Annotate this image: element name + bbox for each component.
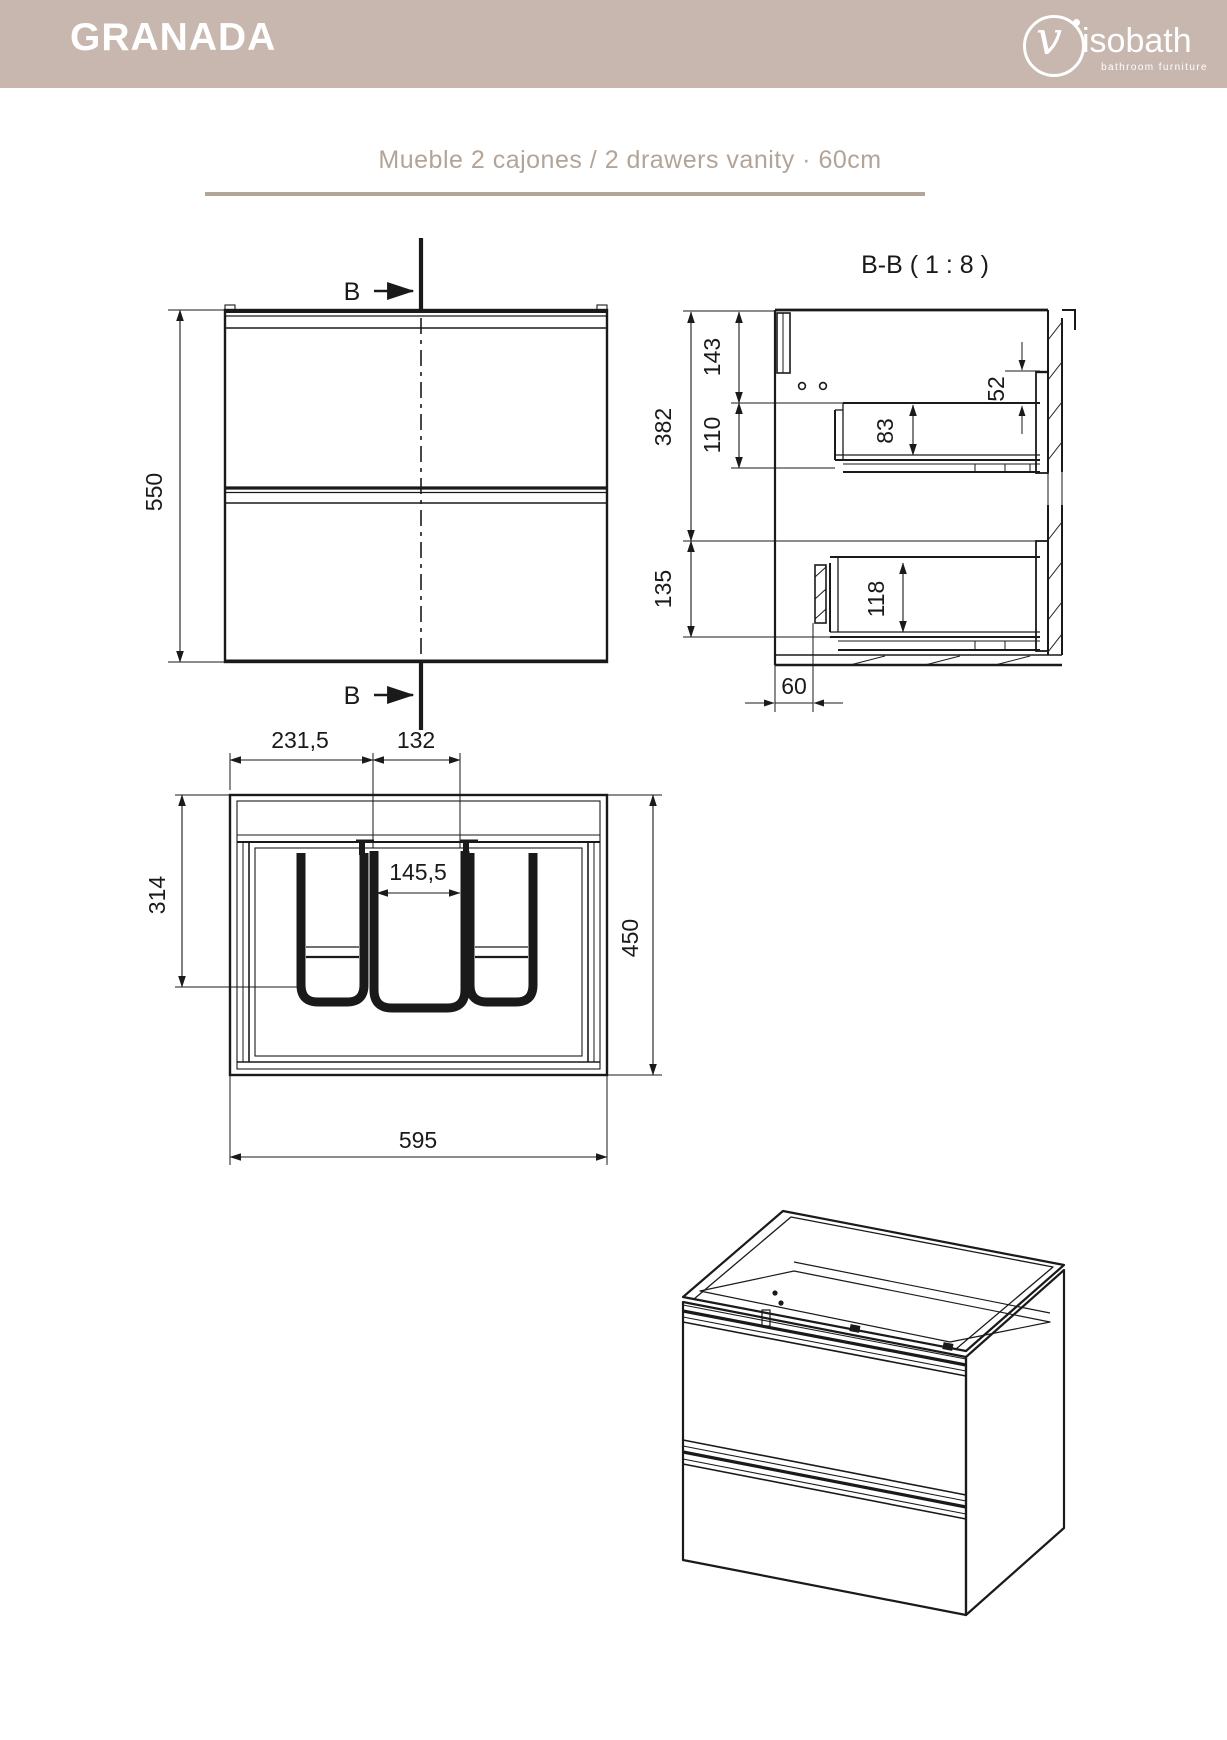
product-subtitle: Mueble 2 cajones / 2 drawers vanity · 60cm xyxy=(378,146,882,174)
logo-tagline: bathroom furniture xyxy=(1101,62,1208,73)
section-view xyxy=(683,310,1075,712)
section-label-b-top: B xyxy=(343,278,361,306)
dim-section-143: 143 xyxy=(699,337,725,377)
dim-section-83: 83 xyxy=(872,418,898,444)
page-title: GRANADA xyxy=(70,16,277,59)
logo-brand-text: isobath xyxy=(1082,22,1192,60)
plan-view xyxy=(175,753,662,1165)
front-view xyxy=(168,238,607,730)
dim-section-118: 118 xyxy=(863,580,889,618)
dim-plan-450: 450 xyxy=(617,918,643,958)
section-label-b-bottom: B xyxy=(343,682,361,710)
dim-plan-595: 595 xyxy=(398,1127,438,1153)
dim-section-135: 135 xyxy=(650,569,676,609)
dim-plan-132: 132 xyxy=(396,727,436,753)
logo-initial: v xyxy=(1036,11,1062,65)
dim-section-110: 110 xyxy=(699,416,725,454)
dim-section-60: 60 xyxy=(781,673,807,699)
dim-section-382: 382 xyxy=(650,407,676,447)
dim-plan-314: 314 xyxy=(144,875,170,915)
iso-view xyxy=(683,1211,1064,1615)
section-title: B-B ( 1 : 8 ) xyxy=(861,251,989,279)
dim-section-52: 52 xyxy=(983,376,1009,402)
dim-front-height: 550 xyxy=(141,472,167,512)
dim-plan-231-5: 231,5 xyxy=(271,727,329,753)
dim-plan-145-5: 145,5 xyxy=(389,859,447,885)
